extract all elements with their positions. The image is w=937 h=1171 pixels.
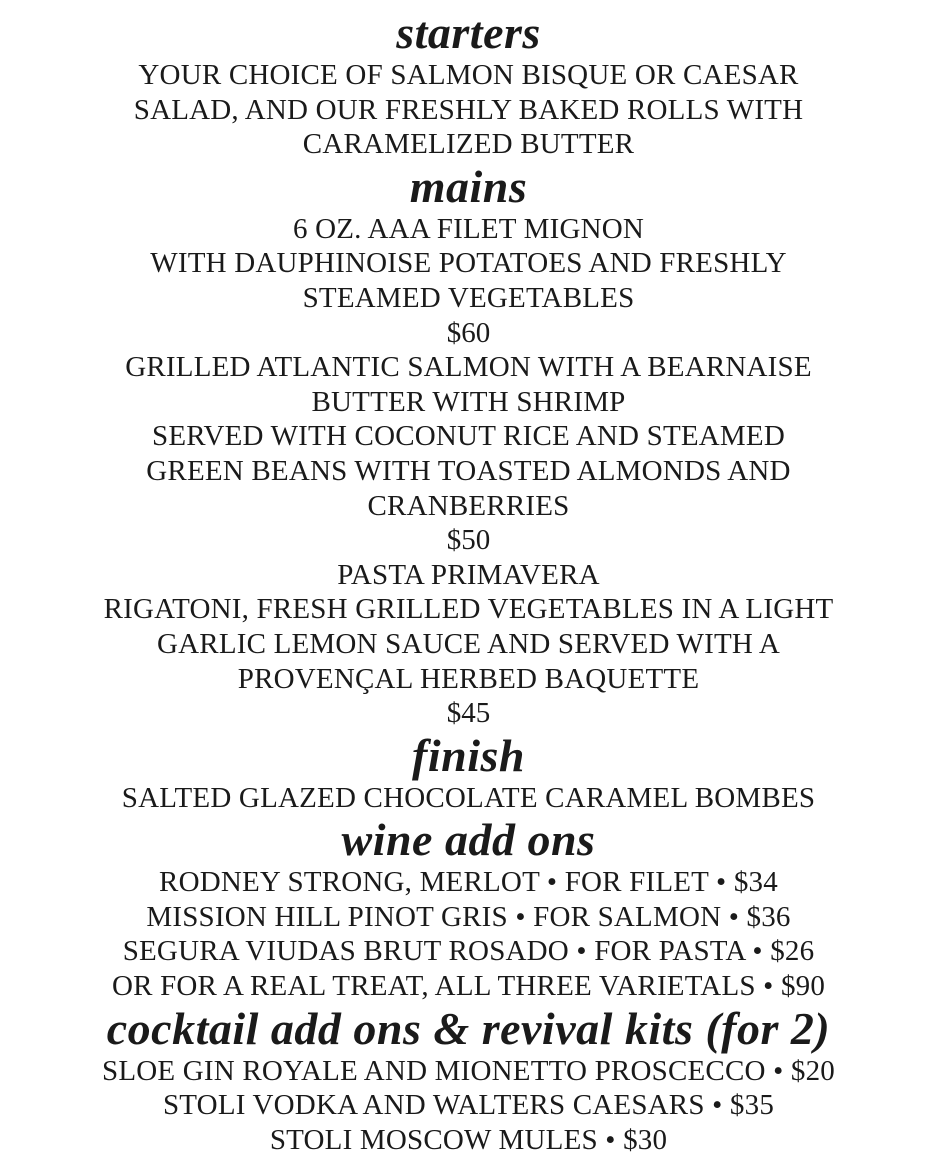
menu-line: SEGURA VIUDAS BRUT ROSADO • FOR PASTA • $26 (122, 935, 815, 968)
price: $50 (446, 524, 491, 557)
section-heading: mains (409, 160, 528, 212)
menu-line: BUTTER WITH SHRIMP (311, 385, 626, 418)
section-heading: finish (412, 729, 525, 781)
price: $60 (446, 316, 491, 349)
section-wine-add-ons (0, 815, 937, 1003)
menu-line: STEAMED VEGETABLES (302, 281, 635, 314)
menu-line: 6 OZ. AAA FILET MIGNON (292, 212, 645, 245)
menu-line: CRANBERRIES (367, 489, 570, 522)
menu-line: GREEN BEANS WITH TOASTED ALMONDS AND (146, 454, 791, 487)
section-heading: wine add ons (341, 814, 596, 866)
menu-line: CARAMELIZED BUTTER (302, 128, 635, 161)
menu-line: RIGATONI, FRESH GRILLED VEGETABLES IN A LIGHT (103, 593, 834, 626)
menu-line: SERVED WITH COCONUT RICE AND STEAMED (152, 420, 785, 453)
menu-line: GRILLED ATLANTIC SALMON WITH A BEARNAISE (125, 351, 812, 384)
menu-line: SALTED GLAZED CHOCOLATE CARAMEL BOMBES (121, 781, 816, 814)
menu-line: GARLIC LEMON SAUCE AND SERVED WITH A (156, 627, 780, 660)
menu-line: PROVENÇAL HERBED BAQUETTE (237, 662, 700, 695)
menu-line: PASTA PRIMAVERA (337, 558, 600, 591)
menu (0, 8, 937, 1157)
menu-line: RODNEY STRONG, MERLOT • FOR FILET • $34 (159, 866, 778, 899)
section-finish (0, 731, 937, 816)
price: $45 (446, 697, 491, 730)
section-cocktail-add-ons (0, 1004, 937, 1158)
menu-line: STOLI VODKA AND WALTERS CAESARS • $35 (162, 1089, 775, 1122)
section-heading: starters (396, 7, 541, 58)
menu-line: WITH DAUPHINOISE POTATOES AND FRESHLY (150, 247, 787, 280)
section-heading: cocktail add ons & revival kits (for 2) (106, 1002, 831, 1054)
menu-line: SALAD, AND OUR FRESHLY BAKED ROLLS WITH (133, 93, 804, 126)
menu-line: STOLI MOSCOW MULES • $30 (269, 1123, 668, 1156)
menu-line: SLOE GIN ROYALE AND MIONETTO PROSCECCO • $20 (102, 1054, 835, 1087)
menu-line: OR FOR A REAL TREAT, ALL THREE VARIETALS • $90 (111, 970, 826, 1003)
menu-line: YOUR CHOICE OF SALMON BISQUE OR CAESAR (138, 59, 799, 91)
section-starters (0, 8, 937, 162)
menu-line: MISSION HILL PINOT GRIS • FOR SALMON • $36 (146, 900, 791, 933)
section-mains (0, 162, 937, 731)
